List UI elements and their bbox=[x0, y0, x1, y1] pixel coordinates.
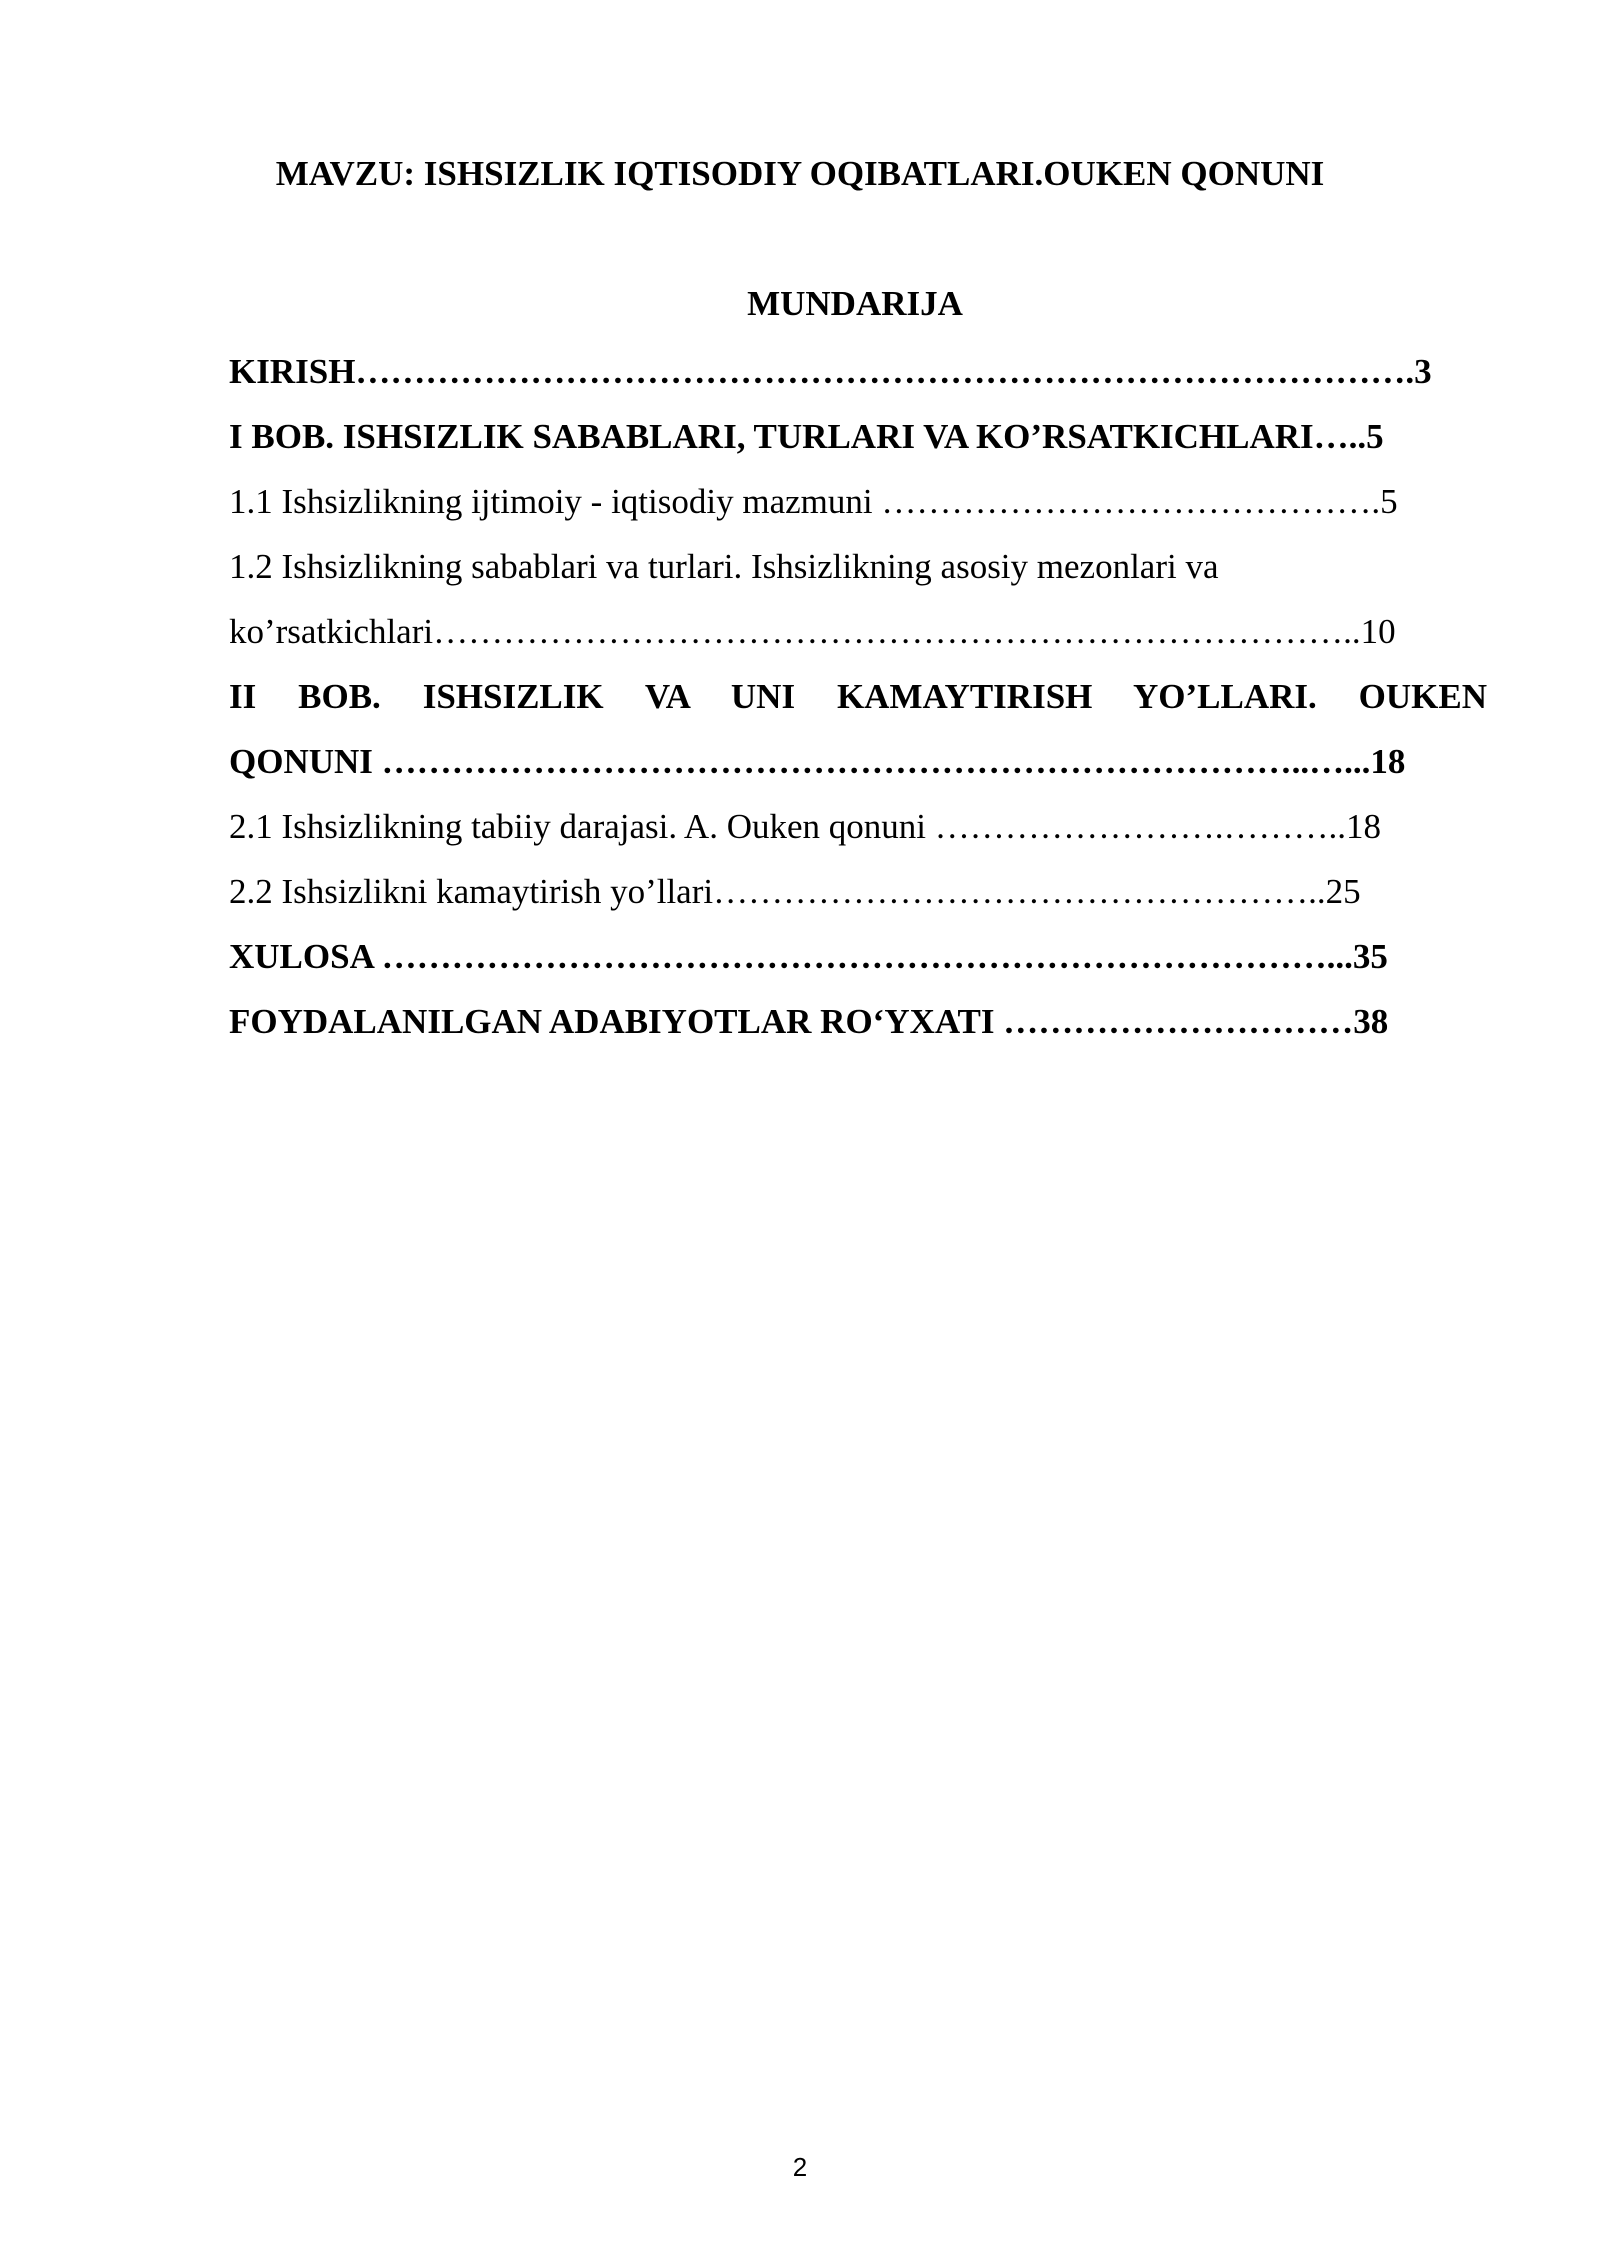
toc-entry-chapter-2: II BOB. ISHSIZLIK VA UNI KAMAYTIRISH YO’LLARI. OUKEN bbox=[229, 677, 1487, 716]
toc-entry-section-1-2: 1.2 Ishsizlikning sabablari va turlari. Ishsizlikning asosiy mezonlari va bbox=[229, 547, 1219, 586]
toc-entry-section-1-1: 1.1 Ishsizlikning ijtimoiy - iqtisodiy mazmuni …………………………………….5 bbox=[229, 482, 1398, 521]
table-of-contents bbox=[229, 345, 1487, 1060]
toc-heading: MUNDARIJA bbox=[747, 284, 963, 323]
toc-entry-kirish: KIRISH……………………………………………………………………………….3 bbox=[229, 352, 1432, 391]
toc-entry-references: FOYDALANILGAN ADABIYOTLAR RO‘YXATI …………………………38 bbox=[229, 1002, 1389, 1041]
toc-entry-section-2-2: 2.2 Ishsizlikni kamaytirish yo’llari……………………………………………..25 bbox=[229, 872, 1361, 911]
toc-entry-section-2-1: 2.1 Ishsizlikning tabiiy darajasi. A. Ouken qonuni …………………….………..18 bbox=[229, 807, 1381, 846]
page-number: 2 bbox=[792, 2152, 808, 2182]
toc-entry-chapter-2-continued: QONUNI ……………………………………………………………………..…...18 bbox=[229, 742, 1406, 781]
toc-entry-section-1-2-continued: ko’rsatkichlari……………………………………………………………………..10 bbox=[229, 612, 1396, 651]
toc-entry-xulosa: XULOSA ………………………………………………………………………...35 bbox=[229, 937, 1388, 976]
toc-entry-chapter-1: I BOB. ISHSIZLIK SABABLARI, TURLARI VA KO’RSATKICHLARI…..5 bbox=[229, 417, 1384, 456]
topic-title: MAVZU: ISHSIZLIK IQTISODIY OQIBATLARI.OUKEN QONUNI bbox=[275, 154, 1325, 193]
